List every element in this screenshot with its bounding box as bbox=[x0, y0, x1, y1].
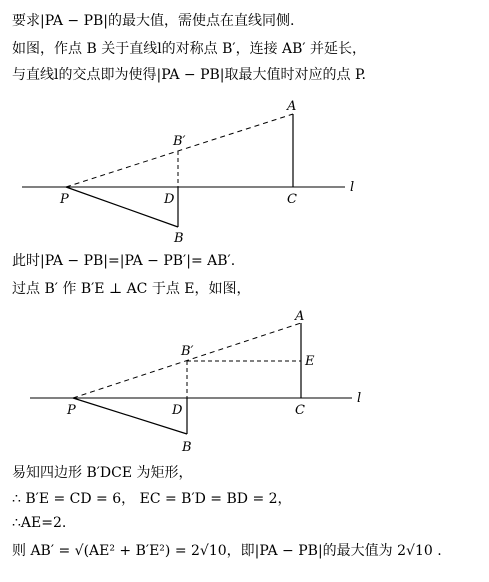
fig1-label-a: A bbox=[287, 99, 297, 114]
fig2-label-p: P bbox=[67, 403, 76, 418]
text-line-2: 如图，作点 B 关于直线l的对称点 B′，连接 AB′ 并延长， bbox=[12, 41, 367, 57]
fig1-label-p: P bbox=[60, 192, 69, 207]
fig2-label-b-prime: B′ bbox=[181, 344, 194, 359]
fig2-label-c: C bbox=[295, 403, 305, 418]
text-line-7: ∴ B′E = CD = 6， EC = B′D = BD = 2， bbox=[12, 491, 292, 507]
text-line-1: 要求|PA − PB|的最大值，需使点在直线同侧. bbox=[12, 13, 295, 29]
fig1-label-d: D bbox=[164, 192, 175, 207]
fig2-label-d: D bbox=[172, 403, 183, 418]
text-line-6: 易知四边形 B′DCE 为矩形， bbox=[12, 465, 193, 481]
fig2-label-a: A bbox=[295, 309, 305, 324]
text-line-5: 过点 B′ 作 B′E ⊥ AC 于点 E，如图， bbox=[12, 281, 251, 297]
fig2-label-e: E bbox=[305, 354, 315, 369]
fig1-label-l: l bbox=[350, 180, 355, 195]
text-line-3: 与直线l的交点即为使得|PA − PB|取最大值时对应的点 P. bbox=[12, 67, 366, 83]
figure-1-diagram bbox=[0, 90, 489, 250]
fig1-label-b-prime: B′ bbox=[173, 134, 186, 149]
fig2-label-l: l bbox=[357, 391, 362, 406]
fig1-label-b: B bbox=[174, 231, 184, 246]
text-line-9: 则 AB′ = √(AE² + B′E²) = 2√10，即|PA − PB|的最大值为 2√10 . bbox=[12, 543, 442, 559]
figure-2-diagram bbox=[0, 300, 489, 460]
fig1-label-c: C bbox=[287, 192, 297, 207]
text-line-8: ∴AE=2. bbox=[12, 515, 67, 531]
text-line-4: 此时|PA − PB|=|PA − PB′|= AB′. bbox=[12, 253, 236, 269]
fig2-label-b: B bbox=[182, 440, 192, 455]
